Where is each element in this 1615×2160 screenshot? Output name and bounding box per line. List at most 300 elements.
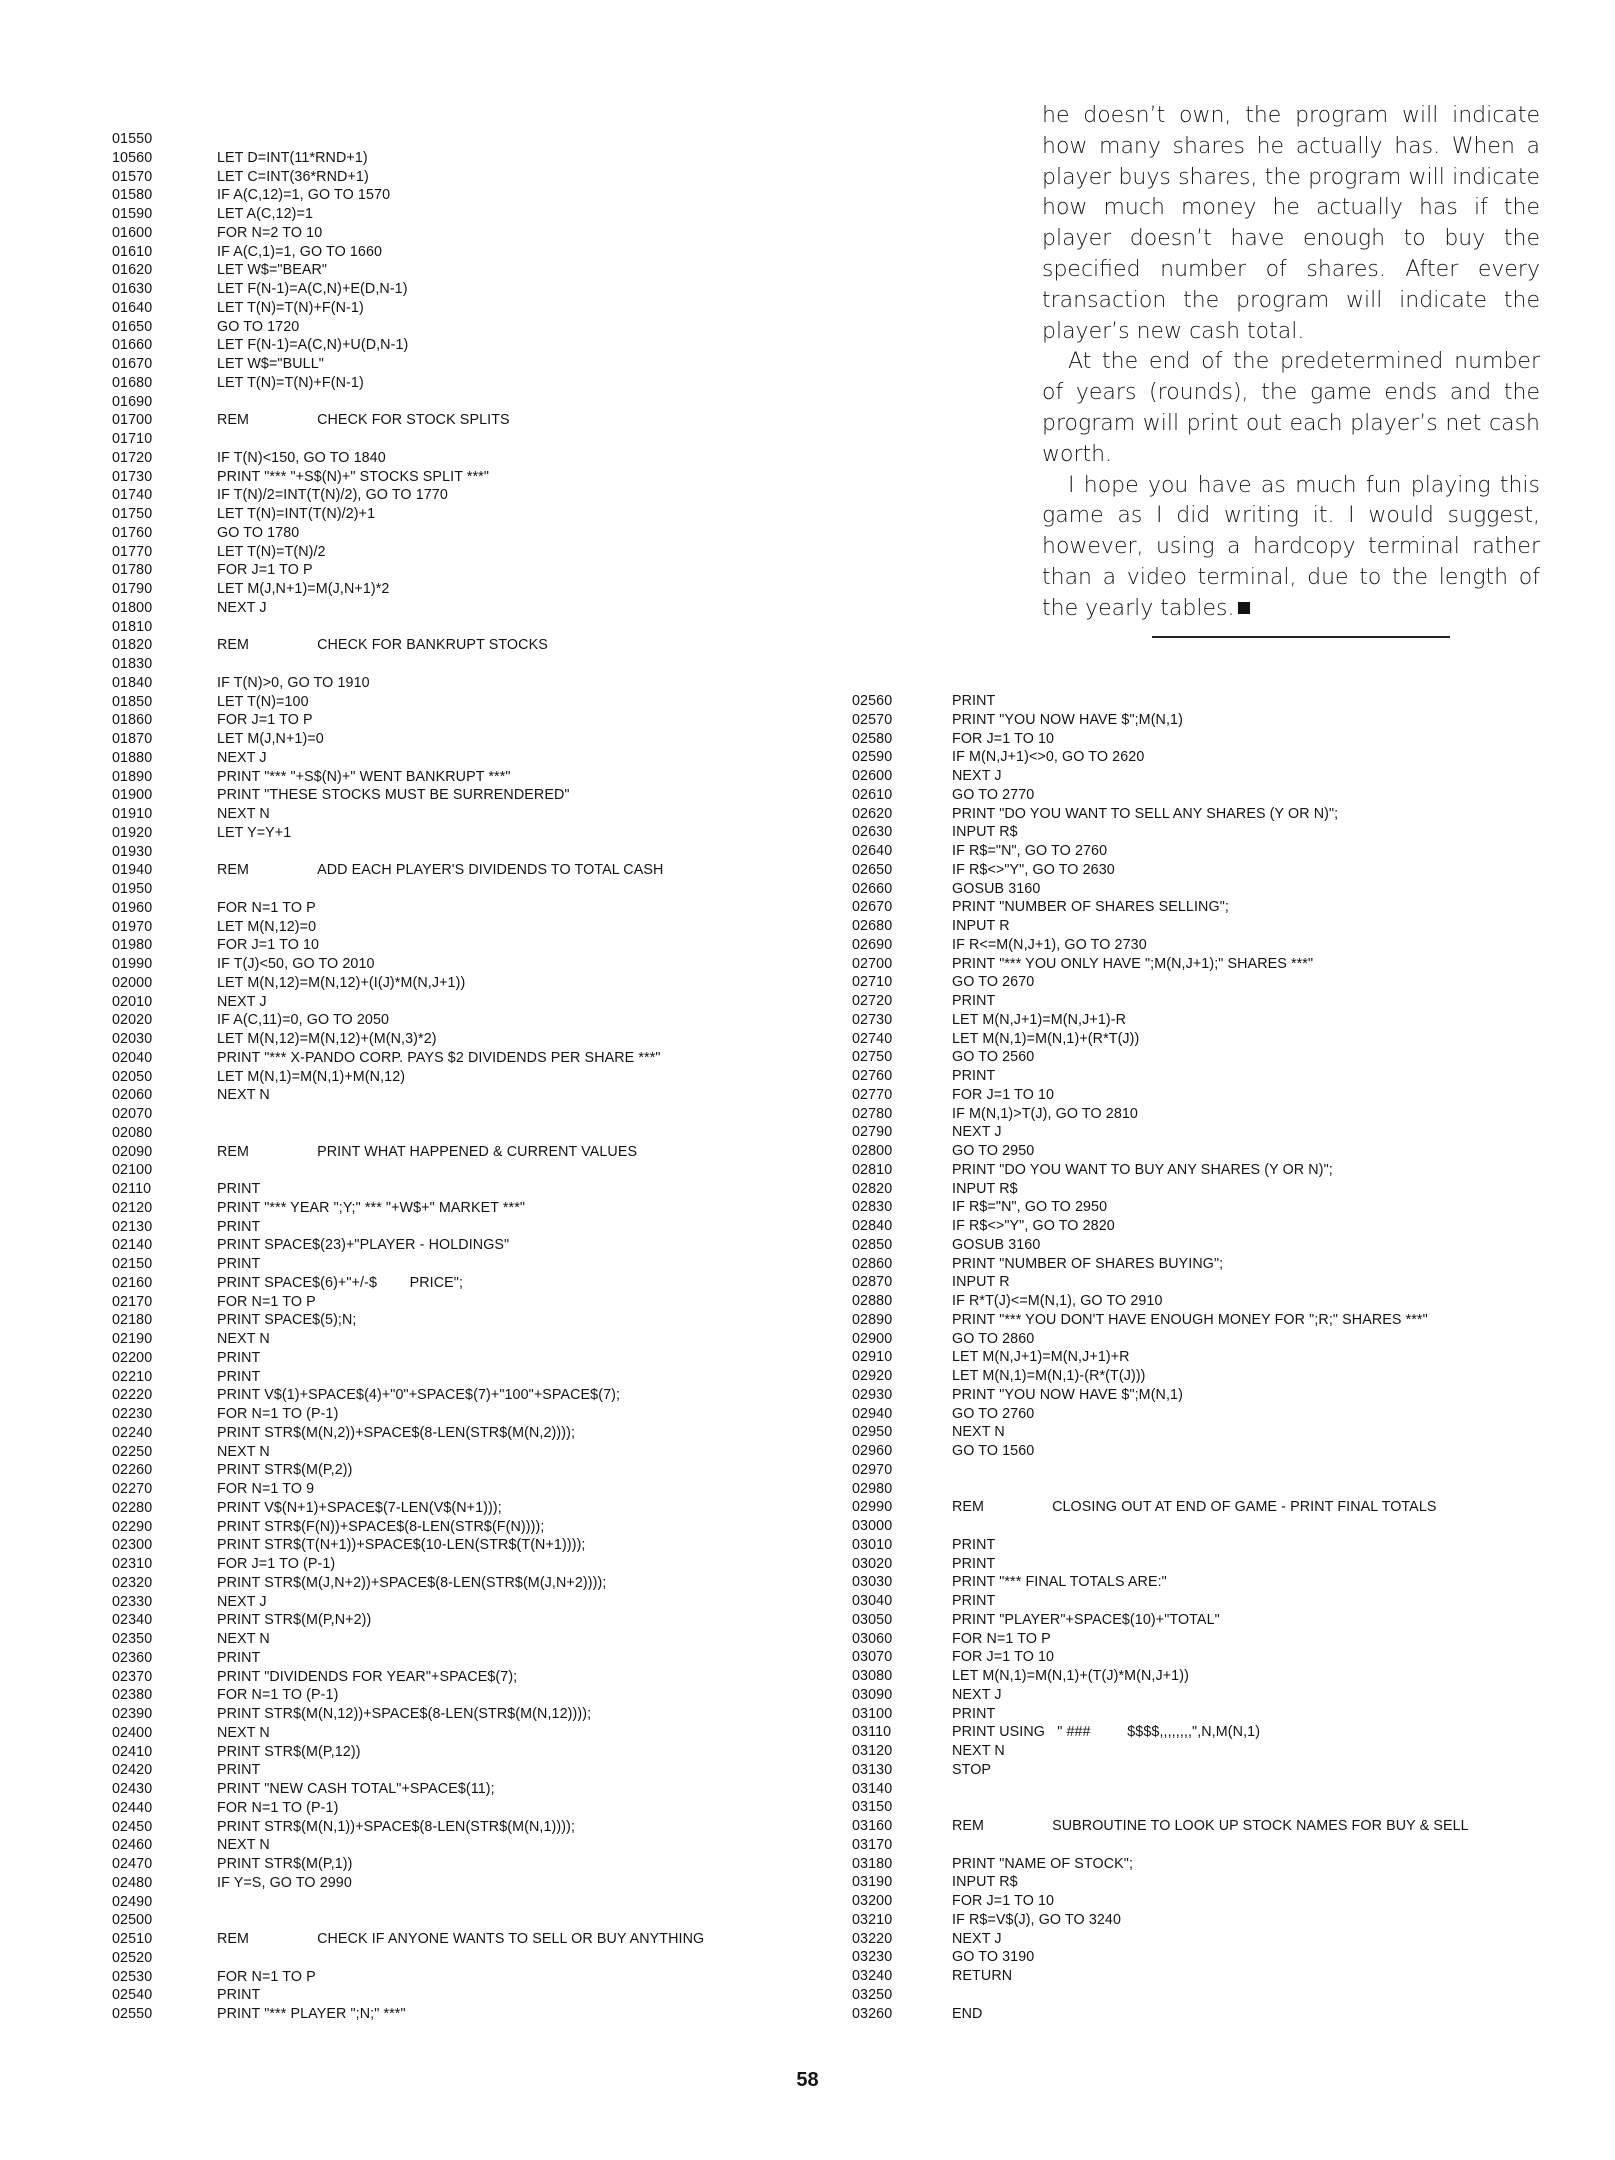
code-statement: FOR J=1 TO 10 bbox=[217, 937, 320, 954]
paragraph-text: I hope you have as much fun playing this game as I did writing it. I would suggest, however, using a hardcopy terminal rather than a video terminal, due to the length of the yearly tables. bbox=[1042, 472, 1540, 621]
code-line bbox=[852, 1161, 1562, 1180]
code-line bbox=[112, 1536, 812, 1555]
code-line bbox=[852, 1798, 1562, 1817]
line-number: 02510 bbox=[112, 1931, 153, 1947]
line-number: 02830 bbox=[852, 1199, 893, 1216]
code-line bbox=[852, 1986, 1562, 2005]
line-number: 01760 bbox=[112, 524, 153, 541]
code-line bbox=[852, 1105, 1562, 1124]
code-line bbox=[852, 1217, 1562, 1236]
line-number: 03090 bbox=[852, 1686, 893, 1703]
code-statement: FOR N=1 TO (P-1) bbox=[217, 1799, 339, 1816]
code-statement: FOR N=1 TO P bbox=[217, 1293, 316, 1310]
code-statement: PRINT SPACE$(6)+"+/-$ PRICE"; bbox=[217, 1274, 464, 1291]
code-statement: INPUT R bbox=[952, 918, 1010, 934]
code-statement: FOR J=1 TO P bbox=[217, 562, 313, 579]
code-statement: IF M(N,1)>T(J), GO TO 2810 bbox=[952, 1105, 1138, 1122]
code-line bbox=[112, 861, 812, 880]
line-number: 02780 bbox=[852, 1105, 893, 1122]
code-line bbox=[112, 749, 812, 768]
code-statement: PRINT bbox=[217, 1218, 261, 1235]
line-number: 02670 bbox=[852, 899, 893, 916]
code-line bbox=[852, 842, 1562, 861]
line-number: 02680 bbox=[852, 918, 893, 934]
code-statement: PRINT STR$(M(J,N+2))+SPACE$(8-LEN(STR$(M(J,N+2)))); bbox=[217, 1574, 607, 1591]
code-statement: LET T(N)=T(N)+F(N-1) bbox=[217, 374, 364, 391]
line-number: 01880 bbox=[112, 749, 153, 766]
code-line bbox=[852, 1517, 1562, 1536]
line-number: 02640 bbox=[852, 843, 893, 859]
line-number: 02270 bbox=[112, 1481, 153, 1497]
code-statement: IF R$="N", GO TO 2760 bbox=[952, 843, 1108, 859]
code-line bbox=[112, 918, 812, 937]
line-number: 03250 bbox=[852, 1986, 893, 2003]
code-statement: PRINT STR$(M(N,1))+SPACE$(8-LEN(STR$(M(N,1)))); bbox=[217, 1818, 576, 1835]
line-number: 02910 bbox=[852, 1349, 893, 1366]
code-statement: NEXT J bbox=[217, 599, 267, 616]
line-number: 01780 bbox=[112, 562, 153, 579]
code-statement: LET M(N,1)=M(N,1)+(T(J)*M(N,J+1)) bbox=[952, 1668, 1189, 1684]
line-number: 02260 bbox=[112, 1462, 153, 1479]
line-number: 02980 bbox=[852, 1480, 893, 1497]
line-number: 02610 bbox=[852, 786, 893, 803]
code-statement: IF R*T(J)<=M(N,1), GO TO 2910 bbox=[952, 1293, 1163, 1309]
line-number: 02140 bbox=[112, 1237, 153, 1254]
code-statement: GO TO 2760 bbox=[952, 1405, 1035, 1422]
rem-comment: PRINT WHAT HAPPENED & CURRENT VALUES bbox=[317, 1143, 638, 1160]
code-statement: INPUT R$ bbox=[952, 824, 1018, 841]
code-line bbox=[852, 1423, 1562, 1442]
code-statement: PRINT STR$(M(N,2))+SPACE$(8-LEN(STR$(M(N,2)))); bbox=[217, 1424, 576, 1441]
code-line bbox=[112, 1949, 812, 1968]
line-number: 02320 bbox=[112, 1574, 153, 1591]
code-line bbox=[852, 861, 1562, 880]
code-line bbox=[112, 1049, 812, 1068]
line-number: 01920 bbox=[112, 824, 153, 841]
code-line bbox=[852, 1648, 1562, 1667]
rem-statement bbox=[952, 1817, 1469, 1836]
rem-comment: CLOSING OUT AT END OF GAME - PRINT FINAL TOTALS bbox=[1052, 1499, 1437, 1516]
code-line bbox=[112, 1499, 812, 1518]
code-statement: NEXT J bbox=[217, 1593, 267, 1610]
code-line bbox=[112, 393, 812, 412]
line-number: 01940 bbox=[112, 862, 153, 879]
code-line bbox=[112, 186, 812, 205]
rem-keyword: REM bbox=[952, 1499, 985, 1516]
line-number: 01610 bbox=[112, 243, 153, 260]
code-statement: FOR N=1 TO P bbox=[217, 1968, 316, 1985]
code-line bbox=[112, 1930, 812, 1949]
line-number: 01590 bbox=[112, 206, 153, 222]
line-number: 10560 bbox=[112, 149, 153, 166]
line-number: 01900 bbox=[112, 787, 153, 804]
code-statement: PRINT USING " ### $$$$,,,,,,,,",N,M(N,1) bbox=[952, 1724, 1261, 1741]
code-statement: PRINT bbox=[952, 1705, 996, 1722]
code-line bbox=[112, 318, 812, 337]
line-number: 02800 bbox=[852, 1143, 893, 1159]
line-number: 02100 bbox=[112, 1162, 153, 1179]
code-line bbox=[112, 243, 812, 262]
code-statement: PRINT "*** "+S$(N)+" STOCKS SPLIT ***" bbox=[217, 468, 490, 485]
line-number: 03160 bbox=[852, 1818, 893, 1834]
code-statement: FOR J=1 TO 10 bbox=[952, 730, 1055, 747]
code-line bbox=[852, 955, 1562, 974]
code-line bbox=[112, 261, 812, 280]
line-number: 01710 bbox=[112, 431, 153, 447]
line-number: 01850 bbox=[112, 693, 153, 710]
code-statement: INPUT R bbox=[952, 1274, 1010, 1291]
code-statement: IF R$="N", GO TO 2950 bbox=[952, 1199, 1108, 1216]
code-line bbox=[852, 898, 1562, 917]
code-line bbox=[112, 899, 812, 918]
code-line bbox=[852, 1948, 1562, 1967]
rem-statement bbox=[217, 636, 548, 655]
code-line bbox=[852, 1348, 1562, 1367]
line-number: 02020 bbox=[112, 1012, 153, 1029]
code-statement: GO TO 1720 bbox=[217, 318, 300, 335]
code-statement: GOSUB 3160 bbox=[952, 880, 1041, 897]
line-number: 02590 bbox=[852, 749, 893, 766]
code-line bbox=[112, 486, 812, 505]
code-statement: INPUT R$ bbox=[952, 1874, 1018, 1891]
line-number: 03150 bbox=[852, 1799, 893, 1816]
code-statement: LET M(N,12)=M(N,12)+(M(N,3)*2) bbox=[217, 1031, 437, 1047]
code-line bbox=[112, 1330, 812, 1349]
code-statement: LET T(N)=T(N)/2 bbox=[217, 543, 326, 560]
code-statement: PRINT "NAME OF STOCK"; bbox=[952, 1855, 1134, 1872]
code-statement: NEXT N bbox=[217, 1837, 270, 1854]
code-statement: LET W$="BEAR" bbox=[217, 262, 328, 279]
line-number: 02070 bbox=[112, 1106, 153, 1122]
code-line bbox=[112, 149, 812, 168]
line-number: 01550 bbox=[112, 131, 153, 147]
line-number: 01580 bbox=[112, 187, 153, 204]
line-number: 02740 bbox=[852, 1030, 893, 1047]
line-number: 02540 bbox=[112, 1987, 153, 2004]
code-line bbox=[112, 580, 812, 599]
code-line bbox=[852, 1292, 1562, 1311]
code-line bbox=[112, 1274, 812, 1293]
code-line bbox=[112, 1105, 812, 1124]
code-statement: IF A(C,12)=1, GO TO 1570 bbox=[217, 187, 391, 204]
line-number: 02500 bbox=[112, 1912, 153, 1929]
code-line bbox=[852, 992, 1562, 1011]
code-statement: LET M(J,N+1)=0 bbox=[217, 731, 324, 747]
code-statement: FOR J=1 TO 10 bbox=[952, 1086, 1055, 1103]
code-line bbox=[112, 1724, 812, 1743]
line-number: 02430 bbox=[112, 1781, 153, 1797]
code-line bbox=[112, 355, 812, 374]
code-statement: PRINT bbox=[217, 1762, 261, 1779]
code-line bbox=[112, 1405, 812, 1424]
code-line bbox=[112, 505, 812, 524]
line-number: 01970 bbox=[112, 918, 153, 935]
code-statement: LET C=INT(36*RND+1) bbox=[217, 168, 369, 185]
line-number: 01770 bbox=[112, 543, 153, 560]
line-number: 02530 bbox=[112, 1968, 153, 1985]
code-statement: PRINT "PLAYER"+SPACE$(10)+"TOTAL" bbox=[952, 1611, 1220, 1628]
code-statement: GO TO 2670 bbox=[952, 974, 1035, 991]
rem-statement bbox=[217, 1930, 704, 1949]
code-statement: PRINT STR$(M(P,2)) bbox=[217, 1462, 353, 1479]
code-line bbox=[112, 1480, 812, 1499]
code-statement: PRINT bbox=[952, 1593, 996, 1609]
rem-keyword: REM bbox=[217, 862, 250, 879]
line-number: 02860 bbox=[852, 1255, 893, 1272]
line-number: 02350 bbox=[112, 1631, 153, 1647]
line-number: 01680 bbox=[112, 374, 153, 391]
line-number: 02520 bbox=[112, 1949, 153, 1966]
code-line bbox=[112, 618, 812, 637]
code-line bbox=[852, 1198, 1562, 1217]
code-line bbox=[112, 1255, 812, 1274]
line-number: 02410 bbox=[112, 1743, 153, 1760]
code-line bbox=[852, 1686, 1562, 1705]
code-statement: LET M(J,N+1)=M(J,N+1)*2 bbox=[217, 581, 390, 597]
rem-comment: CHECK FOR STOCK SPLITS bbox=[317, 412, 510, 429]
code-line bbox=[852, 1442, 1562, 1461]
line-number: 02360 bbox=[112, 1649, 153, 1666]
code-line bbox=[112, 130, 812, 149]
code-line bbox=[112, 768, 812, 787]
code-line bbox=[112, 280, 812, 299]
line-number: 02820 bbox=[852, 1180, 893, 1197]
line-number: 02990 bbox=[852, 1499, 893, 1516]
code-line bbox=[112, 730, 812, 749]
code-statement: PRINT bbox=[952, 1536, 996, 1553]
code-line bbox=[852, 823, 1562, 842]
code-line bbox=[112, 1236, 812, 1255]
code-statement: NEXT N bbox=[217, 1443, 270, 1460]
code-line bbox=[852, 1742, 1562, 1761]
line-number: 02230 bbox=[112, 1406, 153, 1422]
code-line bbox=[112, 430, 812, 449]
code-line bbox=[112, 1630, 812, 1649]
code-line bbox=[112, 1011, 812, 1030]
code-line bbox=[112, 1705, 812, 1724]
code-line bbox=[112, 205, 812, 224]
rem-keyword: REM bbox=[952, 1818, 985, 1834]
code-statement: IF R$<>"Y", GO TO 2820 bbox=[952, 1218, 1115, 1234]
code-statement: LET M(N,1)=M(N,1)-(R*(T(J))) bbox=[952, 1368, 1146, 1384]
line-number: 02170 bbox=[112, 1293, 153, 1310]
code-statement: PRINT bbox=[217, 1649, 261, 1666]
line-number: 02480 bbox=[112, 1874, 153, 1891]
line-number: 03010 bbox=[852, 1536, 893, 1553]
code-statement: PRINT bbox=[952, 1555, 996, 1572]
code-line bbox=[112, 1030, 812, 1049]
code-line bbox=[112, 693, 812, 712]
code-line bbox=[852, 1123, 1562, 1142]
rem-comment: ADD EACH PLAYER'S DIVIDENDS TO TOTAL CASH bbox=[317, 862, 664, 879]
code-line bbox=[112, 843, 812, 862]
line-number: 02580 bbox=[852, 730, 893, 747]
code-line bbox=[852, 1030, 1562, 1049]
code-line bbox=[852, 1892, 1562, 1911]
code-line bbox=[112, 655, 812, 674]
code-line bbox=[112, 974, 812, 993]
code-statement: PRINT "DO YOU WANT TO BUY ANY SHARES (Y OR N)"; bbox=[952, 1161, 1333, 1178]
code-statement: PRINT "YOU NOW HAVE $";M(N,1) bbox=[952, 711, 1183, 728]
line-number: 01910 bbox=[112, 806, 153, 822]
code-statement: GO TO 2770 bbox=[952, 786, 1035, 803]
line-number: 02770 bbox=[852, 1086, 893, 1103]
code-line bbox=[852, 1405, 1562, 1424]
line-number: 01700 bbox=[112, 412, 153, 429]
line-number: 02300 bbox=[112, 1537, 153, 1554]
line-number: 02010 bbox=[112, 993, 153, 1010]
line-number: 02420 bbox=[112, 1762, 153, 1779]
code-line bbox=[852, 880, 1562, 899]
code-statement: PRINT STR$(M(P,12)) bbox=[217, 1743, 361, 1760]
line-number: 02690 bbox=[852, 936, 893, 953]
code-line bbox=[852, 1667, 1562, 1686]
code-statement: PRINT "DO YOU WANT TO SELL ANY SHARES (Y OR N)"; bbox=[952, 805, 1339, 822]
code-line bbox=[852, 1536, 1562, 1555]
line-number: 02240 bbox=[112, 1424, 153, 1441]
line-number: 03080 bbox=[852, 1668, 893, 1684]
code-line bbox=[112, 336, 812, 355]
code-statement: PRINT "THESE STOCKS MUST BE SURRENDERED" bbox=[217, 787, 570, 804]
code-statement: LET T(N)=T(N)+F(N-1) bbox=[217, 299, 364, 316]
rem-statement bbox=[217, 861, 663, 880]
code-line bbox=[112, 1855, 812, 1874]
code-line bbox=[112, 1555, 812, 1574]
line-number: 03100 bbox=[852, 1705, 893, 1722]
code-line bbox=[852, 1142, 1562, 1161]
line-number: 02490 bbox=[112, 1893, 153, 1910]
code-statement: PRINT V$(N+1)+SPACE$(7-LEN(V$(N+1))); bbox=[217, 1499, 502, 1516]
line-number: 01990 bbox=[112, 956, 153, 972]
line-number: 02440 bbox=[112, 1799, 153, 1816]
line-number: 03120 bbox=[852, 1743, 893, 1759]
line-number: 02560 bbox=[852, 693, 893, 709]
line-number: 01660 bbox=[112, 337, 153, 354]
code-statement: PRINT bbox=[217, 1368, 261, 1385]
code-statement: LET T(N)=100 bbox=[217, 693, 309, 710]
code-line bbox=[112, 1761, 812, 1780]
line-number: 01620 bbox=[112, 262, 153, 279]
code-line bbox=[112, 1443, 812, 1462]
line-number: 01690 bbox=[112, 393, 153, 410]
line-number: 02030 bbox=[112, 1031, 153, 1047]
code-line bbox=[852, 1480, 1562, 1499]
line-number: 02280 bbox=[112, 1499, 153, 1516]
code-statement: PRINT bbox=[217, 1349, 261, 1366]
code-statement: NEXT J bbox=[952, 768, 1002, 784]
code-statement: GO TO 1560 bbox=[952, 1443, 1035, 1459]
line-number: 02310 bbox=[112, 1556, 153, 1572]
code-statement: IF R$=V$(J), GO TO 3240 bbox=[952, 1911, 1122, 1928]
rem-keyword: REM bbox=[217, 1931, 250, 1947]
code-statement: PRINT SPACE$(23)+"PLAYER - HOLDINGS" bbox=[217, 1237, 510, 1254]
code-statement: NEXT J bbox=[217, 993, 267, 1010]
line-number: 01570 bbox=[112, 168, 153, 185]
code-line bbox=[112, 824, 812, 843]
line-number: 01790 bbox=[112, 581, 153, 597]
line-number: 02720 bbox=[852, 993, 893, 1009]
code-line bbox=[852, 1780, 1562, 1799]
line-number: 02880 bbox=[852, 1293, 893, 1309]
article-text bbox=[1042, 101, 1540, 625]
line-number: 02370 bbox=[112, 1668, 153, 1685]
code-statement: PRINT STR$(F(N))+SPACE$(8-LEN(STR$(F(N)))); bbox=[217, 1518, 545, 1535]
code-statement: FOR J=1 TO P bbox=[217, 712, 313, 729]
line-number: 02920 bbox=[852, 1368, 893, 1384]
code-line bbox=[852, 1911, 1562, 1930]
code-statement: PRINT "NUMBER OF SHARES BUYING"; bbox=[952, 1255, 1224, 1272]
code-line bbox=[112, 711, 812, 730]
paragraph: At the end of the predetermined number of years (rounds), the game ends and the program will print out each player’s net cash worth. bbox=[1042, 349, 1540, 467]
line-number: 01950 bbox=[112, 881, 153, 897]
code-statement: PRINT "NUMBER OF SHARES SELLING"; bbox=[952, 899, 1229, 916]
line-number: 01600 bbox=[112, 224, 153, 241]
line-number: 02450 bbox=[112, 1818, 153, 1835]
code-statement: IF T(N)>0, GO TO 1910 bbox=[217, 674, 370, 691]
code-statement: FOR N=1 TO P bbox=[952, 1630, 1051, 1647]
code-line bbox=[852, 1048, 1562, 1067]
code-statement: IF R$<>"Y", GO TO 2630 bbox=[952, 861, 1115, 878]
line-number: 02160 bbox=[112, 1274, 153, 1291]
code-statement: LET D=INT(11*RND+1) bbox=[217, 149, 368, 166]
code-statement: IF M(N,J+1)<>0, GO TO 2620 bbox=[952, 749, 1145, 766]
code-statement: LET F(N-1)=A(C,N)+E(D,N-1) bbox=[217, 281, 408, 297]
code-line bbox=[112, 449, 812, 468]
rem-statement bbox=[217, 411, 510, 430]
line-number: 02200 bbox=[112, 1349, 153, 1366]
code-line bbox=[112, 936, 812, 955]
code-line bbox=[112, 993, 812, 1012]
code-line bbox=[112, 1218, 812, 1237]
line-number: 02900 bbox=[852, 1330, 893, 1347]
line-number: 02620 bbox=[852, 805, 893, 822]
code-statement: LET M(N,12)=0 bbox=[217, 918, 317, 935]
line-number: 02840 bbox=[852, 1218, 893, 1234]
code-statement: GO TO 3190 bbox=[952, 1949, 1035, 1966]
code-line bbox=[112, 1874, 812, 1893]
line-number: 03230 bbox=[852, 1949, 893, 1966]
line-number: 02760 bbox=[852, 1068, 893, 1084]
line-number: 01640 bbox=[112, 299, 153, 316]
code-statement: GO TO 2950 bbox=[952, 1143, 1035, 1159]
line-number: 02870 bbox=[852, 1274, 893, 1291]
code-line bbox=[852, 1967, 1562, 1986]
line-number: 01930 bbox=[112, 843, 153, 860]
line-number: 01630 bbox=[112, 281, 153, 297]
code-line bbox=[852, 1573, 1562, 1592]
code-line bbox=[112, 1124, 812, 1143]
code-statement: NEXT N bbox=[952, 1424, 1005, 1441]
line-number: 01800 bbox=[112, 599, 153, 616]
line-number: 02940 bbox=[852, 1405, 893, 1422]
code-statement: INPUT R$ bbox=[952, 1180, 1018, 1197]
line-number: 02390 bbox=[112, 1706, 153, 1722]
line-number: 01730 bbox=[112, 468, 153, 485]
code-line bbox=[852, 1311, 1562, 1330]
code-line bbox=[852, 1273, 1562, 1292]
code-line bbox=[852, 1761, 1562, 1780]
code-statement: PRINT bbox=[952, 993, 996, 1009]
line-number: 02600 bbox=[852, 768, 893, 784]
line-number: 01840 bbox=[112, 674, 153, 691]
line-number: 01740 bbox=[112, 487, 153, 504]
code-statement: PRINT STR$(T(N+1))+SPACE$(10-LEN(STR$(T(N+1)))); bbox=[217, 1537, 586, 1554]
line-number: 02220 bbox=[112, 1387, 153, 1404]
code-line bbox=[112, 1068, 812, 1087]
code-statement: GO TO 2860 bbox=[952, 1330, 1035, 1347]
line-number: 03190 bbox=[852, 1874, 893, 1891]
code-statement: IF Y=S, GO TO 2990 bbox=[217, 1874, 352, 1891]
